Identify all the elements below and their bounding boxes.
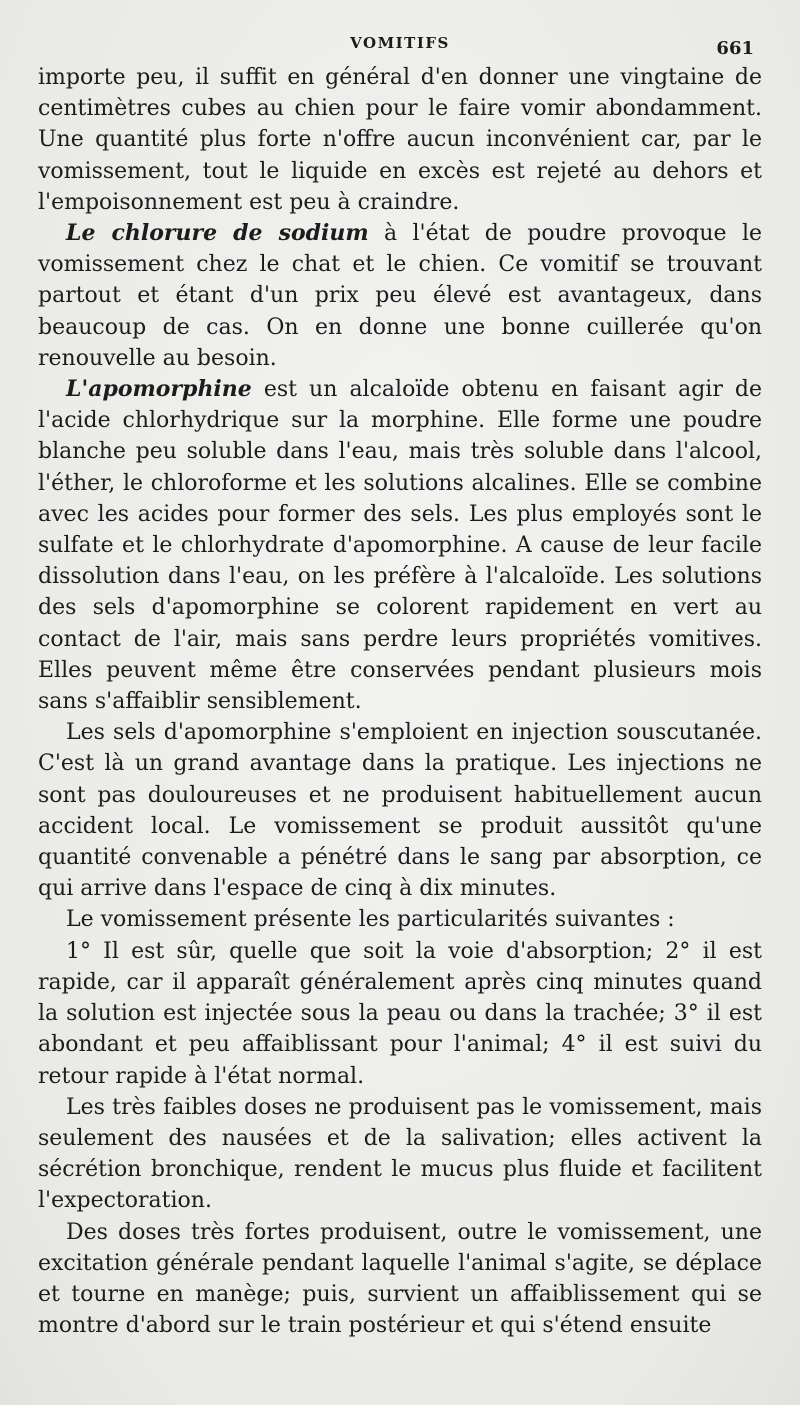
paragraph-text: importe peu, il suffit en général d'en donner une vingtaine de centimètres cubes au chien pour le faire vomir abondamment. Une quantité plus forte n'offre aucun inconvénient car, par le vomissement, tout le liquide en excès est rejeté au dehors et l'empoisonnement est peu à craindre. [38,65,762,215]
paragraph-text: Les sels d'apomorphine s'emploient en injection souscutanée. C'est là un grand avantage dans la pratique. Les injections ne sont pas douloureuses et ne produisent habituellement aucun accident local. Le vomissement se produit aussitôt qu'une quantité convenable a pénétré dans le sang par absorption, ce qui arrive dans l'espace de cinq à dix minutes. [38,720,762,902]
paragraph-text: Les très faibles doses ne produisent pas le vomissement, mais seulement des nausées et de la salivation; elles activent la sécrétion bronchique, rendent le mucus plus fluide et facilitent l'expectoration. [38,1094,762,1214]
page-header [38,0,762,62]
term-apomorphine: L'apomorphine [66,376,252,403]
paragraph-1 [38,62,762,218]
paragraph-text: est un alcaloïde obtenu en faisant agir de l'acide chlorhydrique sur la morphine. Elle forme une poudre blanche peu soluble dans l'eau, mais très soluble dans l'alcool, l'éther, le chloroforme et les solutions alcalines. Elle se combine avec les acides pour former des sels. Les plus employés sont le sulfate et le chlorhydrate d'apomorphine. A cause de leur facile dissolution dans l'eau, on les préfère à l'alcaloïde. Les solutions des sels d'apomorphine se colorent rapidement en vert au contact de l'air, mais sans perdre leurs propriétés vomitives. Elles peuvent même être conservées pendant plusieurs mois sans s'affaiblir sensiblement. [38,377,762,715]
term-chlorure-de-sodium: Le chlorure de sodium [66,220,369,247]
paragraph-faibles-doses [38,1092,762,1217]
paragraph-fortes-doses [38,1217,762,1342]
paragraph-text: à l'état de poudre provoque le vomissement chez le chat et le chien. Ce vomitif se trouvant partout et étant d'un prix peu élevé est avantageux, dans beaucoup de cas. On en donne une bonne cuillerée qu'on renouvelle au besoin. [38,221,762,371]
page-number: 661 [716,38,754,59]
paragraph-particularites [38,904,762,935]
paragraph-enumeration [38,936,762,1092]
paragraph-injection [38,717,762,904]
paragraph-text: Le vomissement présente les particularités suivantes : [66,907,675,933]
paragraph-text: Des doses très fortes produisent, outre le vomissement, une excitation générale pendant laquelle l'animal s'agite, se déplace et tourne en manège; puis, survient un affaiblissement qui se montre d'abord sur le train postérieur et qui s'étend ensuite [38,1219,762,1339]
paragraph-apomorphine [38,374,762,717]
body-text [38,62,762,1341]
paragraph-chlorure [38,218,762,374]
running-head: VOMITIFS [350,34,450,52]
paragraph-text: 1° Il est sûr, quelle que soit la voie d'absorption; 2° il est rapide, car il apparaît généralement après cinq minutes quand la solution est injectée sous la peau ou dans la trachée; 3° il est abondant et peu affaiblissant pour l'animal; 4° il est suivi du retour rapide à l'état normal. [38,938,762,1089]
